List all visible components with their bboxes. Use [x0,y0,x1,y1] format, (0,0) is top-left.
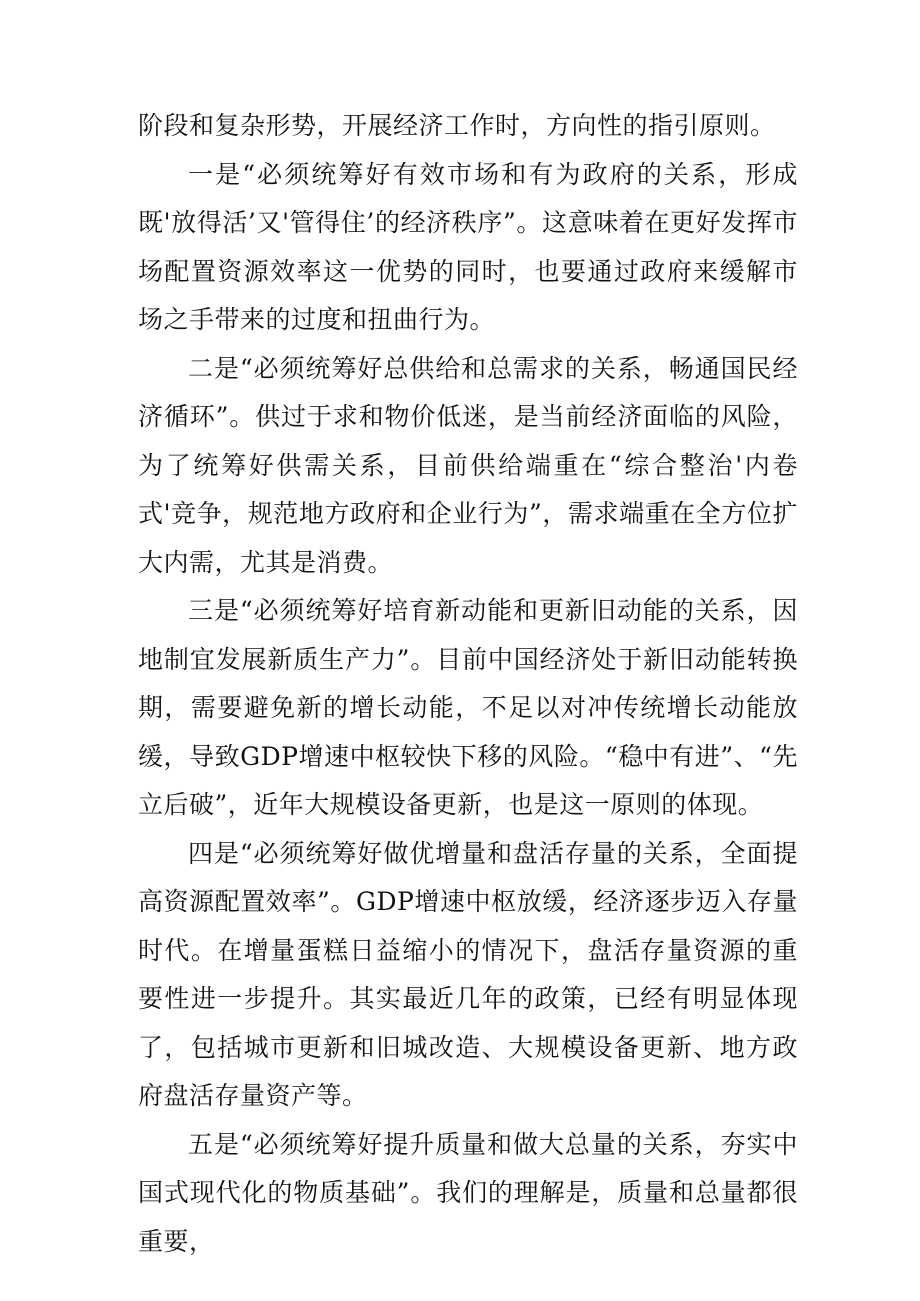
document-page [138,102,798,1266]
paragraph-3: 二是“必须统筹好总供给和总需求的关系，畅通国民经济循环”。供过于求和物价低迷，是当前经济面临的风险，为了统筹好供需关系，目前供给端重在“综合整治'内卷式'竞争，规范地方政府和企业行为”，需求端重在全方位扩大内需，尤其是消费。 [138,353,798,577]
paragraph-2: 一是“必须统筹好有效市场和有为政府的关系，形成既'放得活’又'管得住’的经济秩序”。这意味着在更好发挥市场配置资源效率这一优势的同时，也要通过政府来缓解市场之手带来的过度和扭曲行为。 [138,159,798,334]
paragraph-5: 四是“必须统筹好做优增量和盘活存量的关系，全面提高资源配置效率”。GDP增速中枢放缓，经济逐步迈入存量时代。在增量蛋糕日益缩小的情况下，盘活存量资源的重要性进一步提升。其实最近几年的政策，已经有明显体现了，包括城市更新和旧城改造、大规模设备更新、地方政府盘活存量资产等。 [138,838,798,1110]
paragraph-4: 三是“必须统筹好培育新动能和更新旧动能的关系，因地制宜发展新质生产力”。目前中国经济处于新旧动能转换期，需要避免新的增长动能，不足以对冲传统增长动能放缓，导致GDP增速中枢较快下移的风险。“稳中有进”、“先立后破”，近年大规模设备更新，也是这一原则的体现。 [138,596,798,819]
paragraph-6: 五是“必须统筹好提升质量和做大总量的关系，夯实中国式现代化的物质基础”。我们的理解是，质量和总量都很重要， [138,1129,798,1256]
paragraph-1: 阶段和复杂形势，开展经济工作时，方向性的指引原则。 [138,111,776,140]
